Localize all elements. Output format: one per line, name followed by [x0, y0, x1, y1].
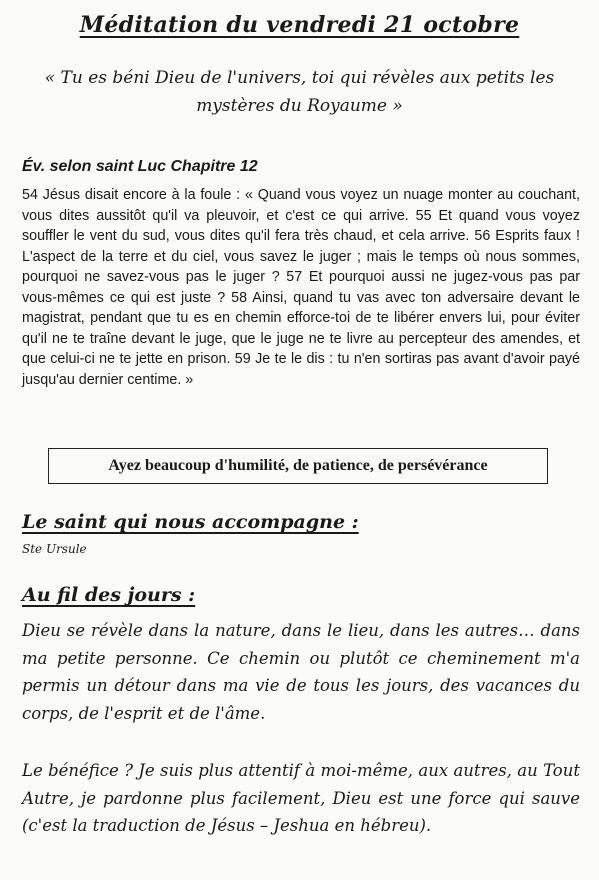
motto-text: Ayez beaucoup d'humilité, de patience, de persévérance [108, 457, 488, 474]
saint-heading: Le saint qui nous accompagne : [22, 511, 359, 533]
gospel-text: 54 Jésus disait encore à la foule : « Quand vous voyez un nuage monter au couchant, vous dites aussitôt qu'il va pleuvoir, et c'est ce qui arrive. 55 Et quand vous voyez souffler le vent du sud, vous dites qu'il fera très chaud, et cela arrive. 56 Esprits faux ! L'aspect de la terre et du ciel, vous savez le juger ; mais le temps où nous sommes, pourquoi ne savez-vous pas le juger ? 57 Et pourquoi aussi ne jugez-vous pas par vous-mêmes ce qui est juste ? 58 Ainsi, quand tu vas avec ton adversaire devant le magistrat, pendant que tu es en chemin efforce-toi de te libérer envers lui, pour éviter qu'il ne te traîne devant le juge, que le juge ne te livre au percepteur des amendes, et que celui-ci ne te jette en prison. 59 Je te le dis : tu n'en sortiras pas avant d'avoir payé jusqu'au dernier centime. » [22, 187, 580, 388]
gospel-heading: Év. selon saint Luc Chapitre 12 [22, 158, 258, 175]
opening-quote: « Tu es béni Dieu de l'univers, toi qui révèles aux petits les mystères du Royaume » [44, 68, 555, 116]
motto-box [48, 448, 548, 484]
days-heading: Au fil des jours : [22, 584, 196, 606]
days-paragraph-2: Le bénéfice ? Je suis plus attentif à moi-même, aux autres, au Tout Autre, je pardonne plus facilement, Dieu est une force qui sauve (c'est la traduction de Jésus – Jeshua en hébreu). [22, 761, 580, 835]
saint-name: Ste Ursule [22, 542, 87, 556]
page-title-text: Méditation du vendredi 21 octobre [79, 12, 520, 38]
page-title [0, 12, 599, 38]
days-paragraph-1: Dieu se révèle dans la nature, dans le lieu, dans les autres… dans ma petite personne. Ce chemin ou plutôt ce cheminement m'a permis un détour dans ma vie de tous les jours, des vacances du corps, de l'esprit et de l'âme. [22, 621, 580, 723]
